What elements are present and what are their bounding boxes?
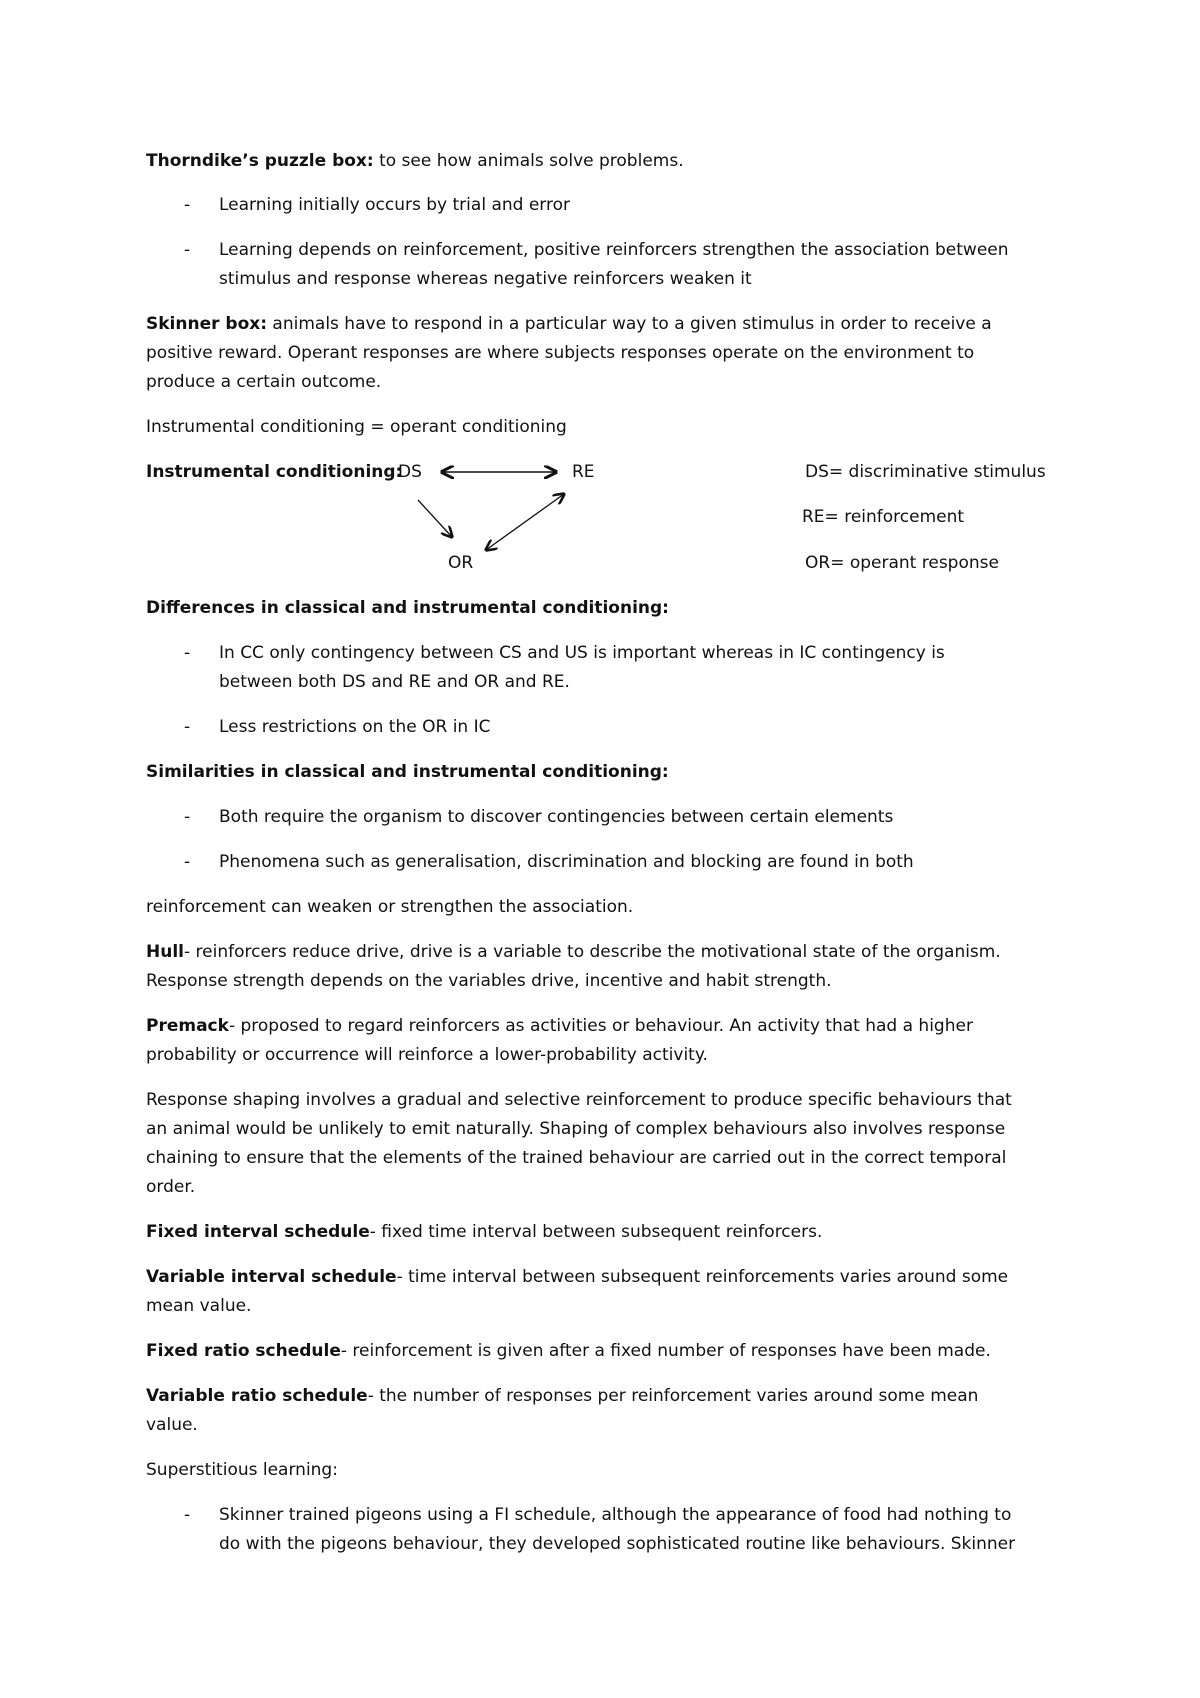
arrow-ds-or xyxy=(418,500,452,537)
skinner-paragraph-line-1 xyxy=(146,313,992,335)
arrow-or-re-return xyxy=(486,494,564,550)
bullet-dash: - xyxy=(184,240,191,260)
diagram-node-re: RE xyxy=(572,462,595,482)
hull-heading: Hull xyxy=(146,942,184,962)
superstitious-bullet-1: Skinner trained pigeons using a FI schedule, although the appearance of food had nothing to xyxy=(219,1505,1012,1525)
fixed-interval-text: - fixed time interval between subsequent reinforcers. xyxy=(369,1222,823,1242)
hull-line-2: Response strength depends on the variables drive, incentive and habit strength. xyxy=(146,971,832,991)
superstitious-bullet-1-cont: do with the pigeons behaviour, they developed sophisticated routine like behaviours. Skinner xyxy=(219,1534,1016,1554)
premack-heading: Premack xyxy=(146,1016,229,1036)
diagram-node-ds: DS xyxy=(398,462,422,482)
fixed-ratio-text: - reinforcement is given after a fixed number of responses have been made. xyxy=(340,1341,991,1361)
fixed-ratio-heading: Fixed ratio schedule xyxy=(146,1341,341,1361)
variable-interval-text-2: mean value. xyxy=(146,1296,252,1316)
legend-or: OR= operant response xyxy=(805,553,999,573)
variable-ratio-heading: Variable ratio schedule xyxy=(146,1386,368,1406)
similarities-bullet-1: Both require the organism to discover contingencies between certain elements xyxy=(219,807,894,827)
diagram-row xyxy=(146,461,402,483)
thorndike-bullet-2-cont: stimulus and response whereas negative reinforcers weaken it xyxy=(219,269,752,289)
bullet-dash: - xyxy=(184,195,191,215)
differences-heading: Differences in classical and instrumental conditioning: xyxy=(146,598,669,618)
legend-ds: DS= discriminative stimulus xyxy=(805,462,1046,482)
thorndike-text: to see how animals solve problems. xyxy=(373,151,684,171)
fixed-ratio-paragraph xyxy=(146,1340,991,1362)
premack-line-2: probability or occurrence will reinforce a lower-probability activity. xyxy=(146,1045,708,1065)
differences-bullet-1: In CC only contingency between CS and US is important whereas in IC contingency is xyxy=(219,643,945,663)
arrow-or-re xyxy=(486,494,564,550)
hull-paragraph xyxy=(146,941,1001,963)
bullet-dash: - xyxy=(184,852,191,872)
bullet-dash: - xyxy=(184,717,191,737)
diagram-node-or: OR xyxy=(448,553,474,573)
skinner-line-3: produce a certain outcome. xyxy=(146,372,382,392)
variable-interval-text: - time interval between subsequent reinforcements varies around some xyxy=(396,1267,1009,1287)
variable-interval-paragraph xyxy=(146,1266,1008,1288)
differences-bullet-1-cont: between both DS and RE and OR and RE. xyxy=(219,672,570,692)
variable-ratio-text: - the number of responses per reinforcement varies around some mean xyxy=(367,1386,979,1406)
skinner-line-1: animals have to respond in a particular way to a given stimulus in order to receive a xyxy=(267,314,992,334)
superstitious-heading: Superstitious learning: xyxy=(146,1460,338,1480)
reinforcement-line: reinforcement can weaken or strengthen the association. xyxy=(146,897,634,917)
variable-ratio-paragraph xyxy=(146,1385,978,1407)
equivalence-line: Instrumental conditioning = operant conditioning xyxy=(146,417,567,437)
shaping-line-1: Response shaping involves a gradual and selective reinforcement to produce specific behaviours that xyxy=(146,1090,1012,1110)
premack-paragraph xyxy=(146,1015,973,1037)
thorndike-heading: Thorndike’s puzzle box: xyxy=(146,151,374,171)
premack-line-1: - proposed to regard reinforcers as activities or behaviour. An activity that had a higher xyxy=(228,1016,973,1036)
hull-line-1: - reinforcers reduce drive, drive is a variable to describe the motivational state of the organism. xyxy=(183,942,1001,962)
fixed-interval-paragraph xyxy=(146,1221,822,1243)
fixed-interval-heading: Fixed interval schedule xyxy=(146,1222,370,1242)
bullet-dash: - xyxy=(184,807,191,827)
shaping-line-4: order. xyxy=(146,1177,196,1197)
skinner-line-2: positive reward. Operant responses are where subjects responses operate on the environment to xyxy=(146,343,975,363)
similarities-bullet-2: Phenomena such as generalisation, discrimination and blocking are found in both xyxy=(219,852,914,872)
bullet-dash: - xyxy=(184,643,191,663)
bullet-dash: - xyxy=(184,1505,191,1525)
variable-ratio-text-2: value. xyxy=(146,1415,198,1435)
legend-re: RE= reinforcement xyxy=(802,507,965,527)
similarities-heading: Similarities in classical and instrumental conditioning: xyxy=(146,762,669,782)
shaping-line-2: an animal would be unlikely to emit naturally. Shaping of complex behaviours also involves response xyxy=(146,1119,1006,1139)
thorndike-bullet-1: Learning initially occurs by trial and error xyxy=(219,195,570,215)
thorndike-paragraph xyxy=(146,150,684,172)
shaping-line-3: chaining to ensure that the elements of the trained behaviour are carried out in the correct temporal xyxy=(146,1148,1007,1168)
skinner-heading: Skinner box: xyxy=(146,314,268,334)
variable-interval-heading: Variable interval schedule xyxy=(146,1267,397,1287)
diagram-heading: Instrumental conditioning: xyxy=(146,462,403,482)
thorndike-bullet-2: Learning depends on reinforcement, positive reinforcers strengthen the association between xyxy=(219,240,1009,260)
differences-bullet-2: Less restrictions on the OR in IC xyxy=(219,717,491,737)
